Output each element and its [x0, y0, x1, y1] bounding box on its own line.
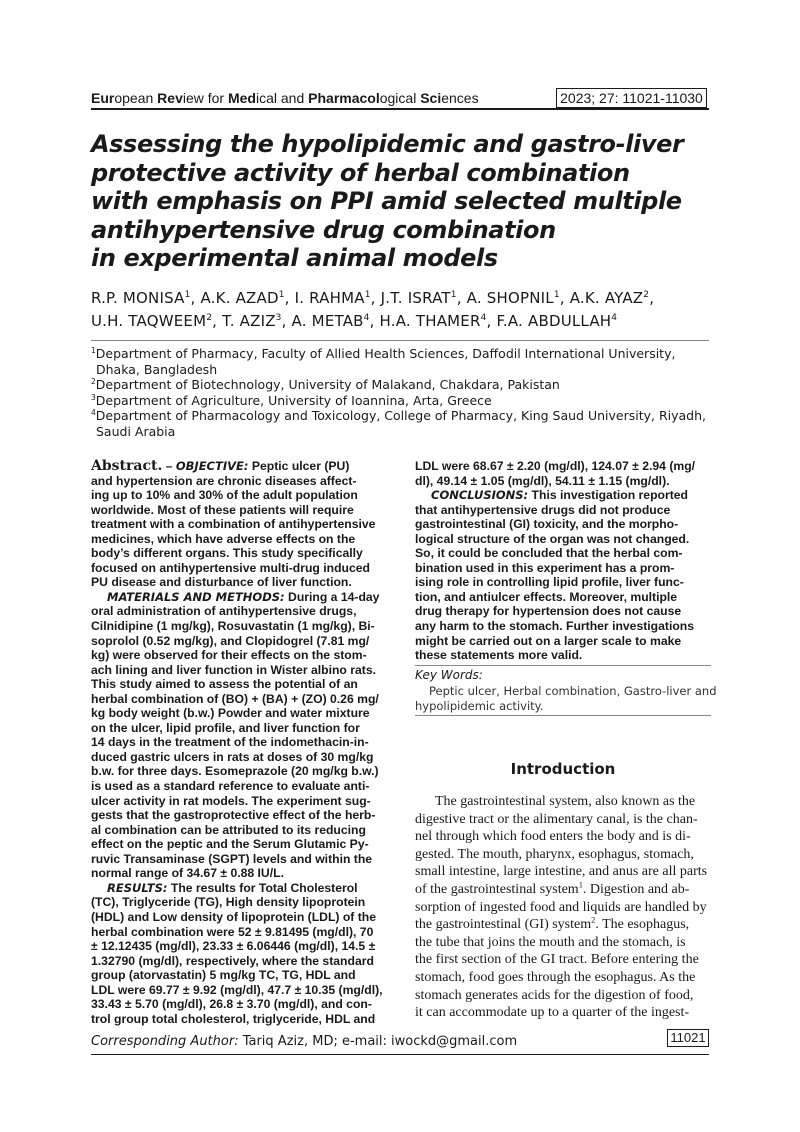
author: A.K. AYAZ: [569, 289, 644, 307]
abstract-line: 1.32790 (mg/dl), respectively, where the standard: [91, 953, 374, 968]
abstract-line: So, it could be concluded that the herbal com-: [415, 546, 683, 561]
abstract-line: LDL were 68.67 ± 2.20 (mg/dl), 124.07 ± 2.94 (mg/: [415, 459, 696, 473]
author: U.H. TAQWEEM: [91, 311, 207, 330]
conclusions-label: CONCLUSIONS:: [431, 488, 529, 503]
abstract-line: gastrointestinal (GI) toxicity, and the morpho-: [415, 517, 679, 532]
abstract-line: ruvic Transaminase (SGPT) levels and within the: [91, 851, 373, 866]
title-line: with emphasis on PPI amid selected multiple: [91, 187, 682, 216]
intro-line: small intestine, large intestine, and anus are all parts: [415, 864, 708, 880]
abstract-line: (HDL) and Low density of lipoprotein (LDL) of the: [91, 909, 377, 924]
abstract-line: bination used in this experiment has a prom-: [415, 560, 675, 575]
abstract-line: herbal combination were 52 ± 9.81495 (mg/dl), 70: [91, 924, 374, 939]
abstract-line: and hypertension are chronic diseases affect-: [91, 473, 357, 488]
abstract-line: herbal combination of (BO) + (BA) + (ZO) 0.26 mg/: [91, 691, 379, 706]
intro-line: it can accommodate up to a quarter of the ingest-: [415, 1005, 690, 1021]
citation-ref: 1: [578, 880, 583, 890]
abstract-line: RESULTS: The results for Total Cholesterol: [107, 880, 358, 895]
intro-line: stomach generates acids for the digestion of food,: [415, 987, 694, 1003]
abstract-line: on the ulcer, lipid profile, and liver function for: [91, 720, 360, 735]
affiliation-cont: Dhaka, Bangladesh: [96, 361, 218, 377]
abstract-line: ing up to 10% and 30% of the adult population: [91, 488, 358, 503]
results-label: RESULTS:: [107, 880, 168, 895]
journal-name: European Review for Medical and Pharmacological Sciences: [91, 90, 479, 106]
header-divider: [91, 108, 709, 110]
intro-line: sorption of ingested food and liquids are handled by: [415, 899, 707, 915]
abstract-line: drug therapy for hypertension does not cause: [415, 604, 682, 619]
abstract-line: 14 days in the treatment of the indomethacin-in-: [91, 735, 369, 750]
author: R.P. MONISA: [91, 289, 185, 307]
affiliations: [91, 346, 711, 439]
author-list: [91, 287, 711, 332]
keywords-divider-bottom: [415, 715, 711, 716]
abstract-heading: Abstract.: [91, 459, 163, 474]
abstract-line: gests that the gastroprotective effect of the herb-: [91, 808, 376, 823]
abstract-line: ach lining and liver function in Wister albino rats.: [91, 662, 376, 677]
abstract-line: focused on antihypertensive multi-drug induced: [91, 560, 370, 575]
abstract-line: 33.43 ± 5.70 (mg/dl), 26.8 ± 3.70 (mg/dl), and con-: [91, 997, 372, 1012]
abstract-line: kg body weight (b.w.) Powder and water mixture: [91, 706, 370, 721]
author: A. SHOPNIL: [466, 289, 554, 307]
intro-line: the gastrointestinal (GI) system$^2$. The esophagus,: [415, 915, 690, 933]
abstract-line: tion, and antiulcer effects. Moreover, multiple: [415, 589, 678, 604]
abstract-line: worldwide. Most of these patients will require: [91, 502, 354, 517]
abstract-line: that antihypertensive drugs did not produce: [415, 502, 671, 517]
author-line-1: R.P. MONISA$^1$, A.K. AZAD$^1$, I. RAHMA$^1$, J.T. ISRAT$^1$, A. SHOPNIL$^1$, A.K. AYAZ$^2$,: [91, 289, 655, 307]
page-number: 11021: [667, 1029, 709, 1047]
title-line: in experimental animal models: [91, 244, 498, 273]
abstract-line: any harm to the stomach. Further investigations: [415, 619, 695, 634]
intro-line: The gastrointestinal system, also known as the: [435, 794, 696, 809]
author: A. METAB: [291, 311, 364, 330]
abstract-line: group (atorvastatin) 5 mg/kg TC, TG, HDL and: [91, 968, 356, 983]
abstract-line: these statements more valid.: [415, 648, 583, 663]
abstract-line: kg) were observed for their effects on the stom-: [91, 648, 367, 663]
intro-line: the first section of the GI tract. Before entering the: [415, 952, 699, 968]
abstract-line: b.w. for three days. Esomeprazole (20 mg/kg b.w.): [91, 764, 379, 779]
affiliation: $^2$Department of Biotechnology, University of Malakand, Chakdara, Pakistan: [91, 376, 560, 392]
abstract-line: treatment with a combination of antihypertensive: [91, 517, 376, 532]
abstract-line: trol group total cholesterol, triglyceride, HDL and: [91, 1011, 376, 1026]
keywords-line: hypolipidemic activity.: [415, 699, 544, 713]
title-line: Assessing the hypolipidemic and gastro-liver: [91, 130, 684, 158]
abstract-line: ulcer activity in rat models. The experiment sug-: [91, 793, 371, 808]
affiliation: $^4$Department of Pharmacology and Toxicology, College of Pharmacy, King Saud University, Riyadh,: [91, 407, 706, 423]
intro-line: stomach, food goes through the esophagus. As the: [415, 969, 696, 985]
abstract-line: CONCLUSIONS: This investigation reported: [431, 488, 688, 503]
citation-box: 2023; 27: 11021-11030: [556, 88, 707, 108]
author-line-2: U.H. TAQWEEM$^2$, T. AZIZ$^3$, A. METAB$^4$, H.A. THAMER$^4$, F.A. ABDULLAH$^4$: [91, 311, 618, 330]
keywords-divider-top: [415, 665, 711, 666]
abstract-line: LDL were 69.77 ± 9.92 (mg/dl), 47.7 ± 10.35 (mg/dl),: [91, 982, 383, 997]
footer-divider: [91, 1054, 709, 1055]
abstract-line: dl), 49.14 ± 1.05 (mg/dl), 54.11 ± 1.15 (mg/dl).: [415, 473, 670, 488]
objective-label: OBJECTIVE:: [175, 459, 249, 473]
citation-ref: 2: [591, 915, 596, 925]
intro-line: gested. The mouth, pharynx, esophagus, stomach,: [415, 846, 694, 862]
abstract-line: is used as a standard reference to evaluate anti-: [91, 779, 370, 794]
abstract-line: medicines, which have adverse effects on the: [91, 531, 356, 546]
introduction-heading: Introduction: [510, 760, 616, 778]
abstract-line: This study aimed to assess the potential of an: [91, 677, 358, 692]
author: I. RAHMA: [294, 289, 365, 307]
affiliation-divider: [91, 340, 709, 341]
abstract-line: PU disease and disturbance of liver function.: [91, 575, 352, 590]
abstract-line: MATERIALS AND METHODS: During a 14-day: [107, 589, 380, 604]
author: F.A. ABDULLAH: [496, 311, 612, 330]
author: H.A. THAMER: [379, 311, 481, 330]
abstract-line: effect on the peptic and the Serum Glutamic Py-: [91, 837, 369, 852]
abstract-left-column: [91, 459, 393, 1026]
keywords-text: [415, 684, 717, 714]
intro-line: digestive tract or the alimentary canal, is the chan-: [415, 811, 698, 827]
abstract-line: al combination can be attributed to its reducing: [91, 822, 366, 837]
title-line: protective activity of herbal combination: [91, 158, 630, 187]
abstract-line: body’s different organs. This study specifically: [91, 546, 363, 561]
author: J.T. ISRAT: [380, 289, 451, 307]
abstract-line: (TC), Triglyceride (TG), High density lipoprotein: [91, 895, 366, 910]
keywords-line: Peptic ulcer, Herbal combination, Gastro-liver and: [429, 684, 717, 698]
affiliation: $^1$Department of Pharmacy, Faculty of Allied Health Sciences, Daffodil International University,: [91, 345, 676, 361]
abstract-line: soprolol (0.52 mg/kg), and Clopidogrel (7.81 mg/: [91, 633, 370, 648]
article-title: [91, 130, 711, 273]
title-line: antihypertensive drug combination: [91, 215, 556, 244]
intro-line: of the gastrointestinal system$^1$. Digestion and ab-: [415, 880, 690, 897]
intro-line: the tube that joins the mouth and the stomach, is: [415, 934, 686, 950]
affiliation-cont: Saudi Arabia: [96, 423, 176, 439]
keywords-label: Key Words:: [415, 668, 483, 682]
abstract-right-column: [415, 459, 711, 663]
abstract-line: Abstract. – OBJECTIVE: Peptic ulcer (PU): [91, 459, 350, 474]
abstract-line: ± 12.12435 (mg/dl), 23.33 ± 6.06446 (mg/dl), 14.5 ±: [91, 939, 376, 954]
abstract-line: normal range of 34.67 ± 0.88 IU/L.: [91, 866, 284, 881]
abstract-line: Cilnidipine (1 mg/kg), Rosuvastatin (1 mg/kg), Bi-: [91, 619, 375, 634]
affiliation: $^3$Department of Agriculture, University of Ioannina, Arta, Greece: [91, 392, 492, 408]
abstract-line: might be carried out on a larger scale to make: [415, 633, 682, 648]
abstract-line: ising role in controlling lipid profile, liver func-: [415, 575, 684, 590]
author: A.K. AZAD: [200, 289, 279, 307]
corresponding-author: Corresponding Author: Tariq Aziz, MD; e-mail: iwockd@gmail.com: [91, 1034, 518, 1049]
abstract-line: duced gastric ulcers in rats at doses of 30 mg/kg: [91, 749, 374, 764]
intro-line: nel through which food enters the body and is di-: [415, 829, 691, 845]
methods-label: MATERIALS AND METHODS:: [107, 589, 285, 604]
abstract-line: oral administration of antihypertensive drugs,: [91, 604, 357, 619]
author: T. AZIZ: [222, 311, 276, 330]
abstract-line: logical structure of the organ was not changed.: [415, 531, 690, 546]
introduction-body: [415, 793, 711, 1022]
